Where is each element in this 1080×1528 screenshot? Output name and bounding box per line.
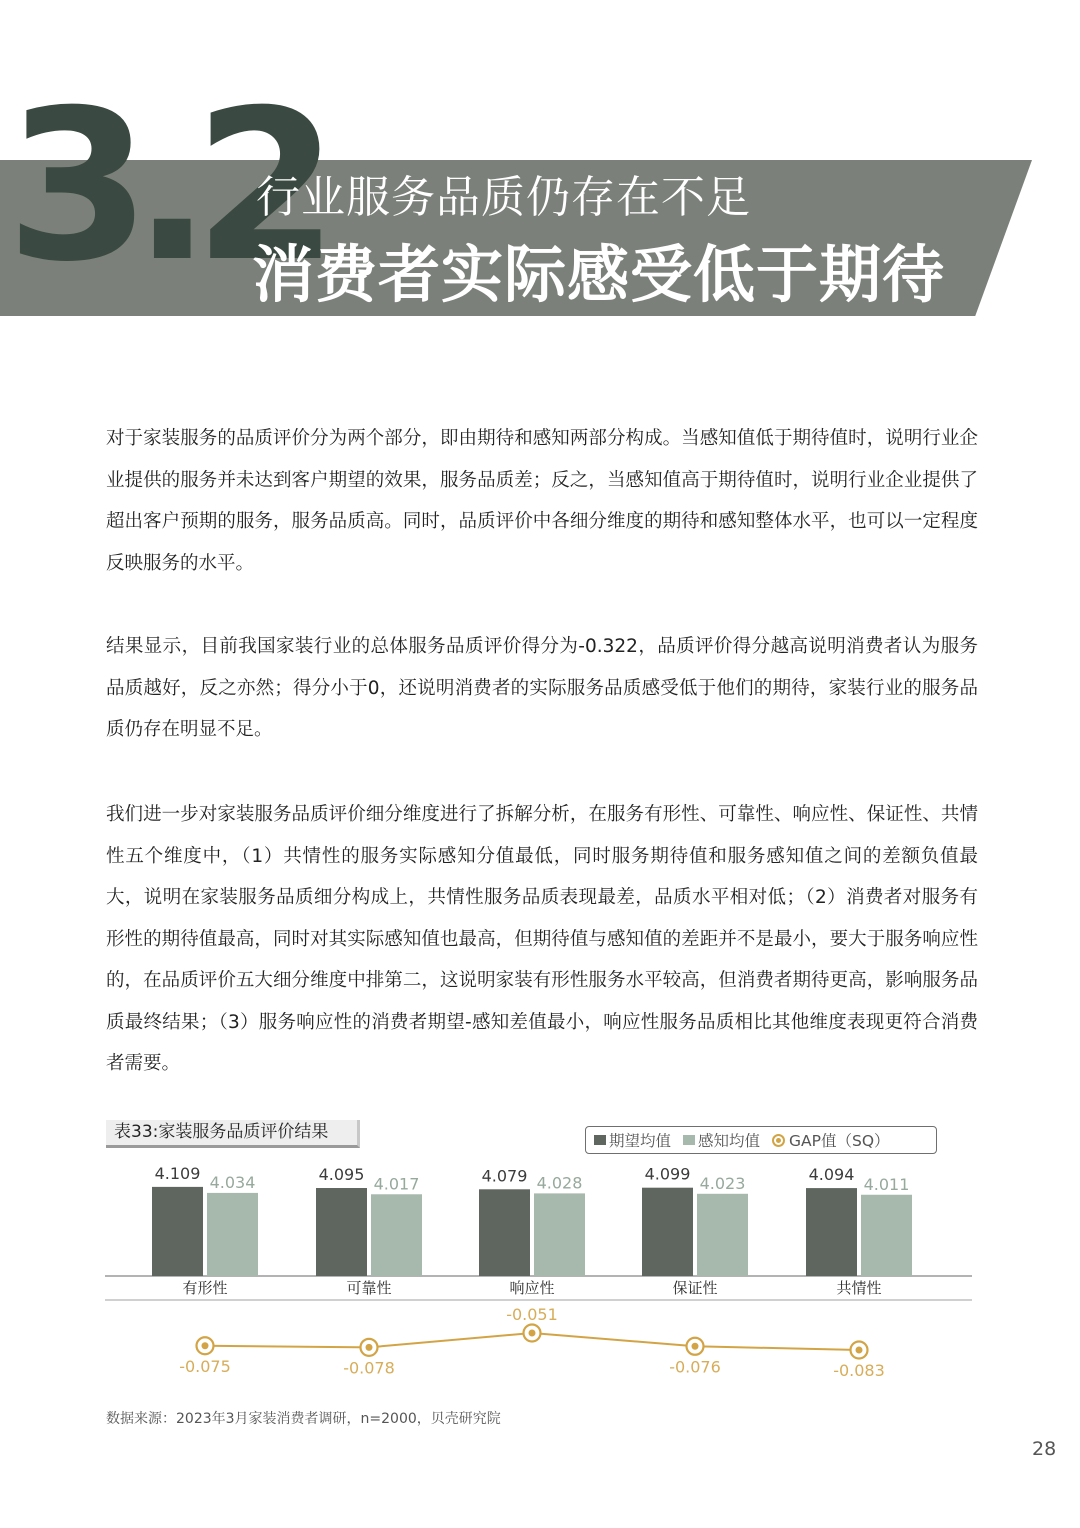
label-perceive-4: 4.011 bbox=[863, 1174, 910, 1194]
paragraph-3: 我们进一步对家装服务品质评价细分维度进行了拆解分析，在服务有形性、可靠性、响应性、保证性、共情性五个维度中，（1）共情性的服务实际感知分值最低，同时服务期待值和服务感知值之间的差额负值最大，说明在家装服务品质细分构成上，共情性服务品质表现最差，品质水平相对低；（2）消费者对服务有形性的期待值最高，同时对其实际感知值也最高，但期待值与感知值的差距并不是最小，要大于服务响应性的，在品质评价五大细分维度中排第二，这说明家装有形性服务水平较高，但消费者期待更高，影响服务品质最终结果；（3）服务响应性的消费者期望-感知差值最小，响应性服务品质相比其他维度表现更符合消费者需要。 bbox=[106, 804, 978, 1074]
gap-point-0 bbox=[202, 1342, 209, 1349]
paragraph-1: 对于家装服务的品质评价分为两个部分，即由期待和感知两部分构成。当感知值低于期待值时，说明行业企业提供的服务并未达到客户期望的效果，服务品质差；反之，当感知值高于期待值时，说明行业企业提供了超出客户预期的服务，服务品质高。同时，品质评价中各细分维度的期待和感知整体水平，也可以一定程度反映服务的水平。 bbox=[106, 428, 978, 574]
bar-expect-4 bbox=[806, 1188, 857, 1276]
label-gap-4: -0.083 bbox=[833, 1361, 885, 1380]
gap-point-3 bbox=[692, 1343, 699, 1350]
category-label-1: 可靠性 bbox=[346, 1279, 392, 1297]
bar-perceive-3 bbox=[697, 1194, 748, 1276]
legend-swatch-expect bbox=[594, 1135, 606, 1145]
bar-perceive-0 bbox=[207, 1193, 258, 1276]
paragraph-2: 结果显示，目前我国家装行业的总体服务品质评价得分为-0.322，品质评价得分越高说明消费者认为服务品质越好，反之亦然；得分小于0，还说明消费者的实际服务品质感受低于他们的期待，家装行业的服务品质仍存在明显不足。 bbox=[106, 636, 978, 740]
bar-perceive-1 bbox=[371, 1194, 422, 1276]
label-gap-0: -0.075 bbox=[179, 1356, 231, 1376]
label-perceive-2: 4.028 bbox=[536, 1173, 583, 1193]
service-quality-chart bbox=[0, 1150, 1080, 1400]
label-expect-1: 4.095 bbox=[318, 1165, 365, 1185]
category-label-0: 有形性 bbox=[182, 1279, 228, 1297]
category-label-2: 响应性 bbox=[509, 1279, 555, 1297]
legend-label-gap: GAP值（SQ） bbox=[789, 1132, 890, 1150]
legend-item-perceive bbox=[683, 1129, 760, 1151]
bar-expect-1 bbox=[316, 1188, 367, 1276]
label-expect-3: 4.099 bbox=[644, 1164, 691, 1184]
label-expect-4: 4.094 bbox=[808, 1165, 855, 1185]
data-source-note: 数据来源：2023年3月家装消费者调研，n=2000，贝壳研究院 bbox=[106, 1411, 501, 1427]
category-label-3: 保证性 bbox=[672, 1279, 718, 1297]
label-perceive-3: 4.023 bbox=[699, 1173, 746, 1193]
bar-expect-0 bbox=[152, 1187, 203, 1276]
bar-expect-2 bbox=[479, 1189, 530, 1276]
bar-perceive-4 bbox=[861, 1195, 912, 1276]
section-subtitle: 行业服务品质仍存在不足 bbox=[256, 172, 751, 223]
label-expect-0: 4.109 bbox=[154, 1163, 201, 1183]
gap-point-1 bbox=[366, 1344, 373, 1351]
category-label-4: 共情性 bbox=[836, 1279, 882, 1297]
legend-label-expect: 期望均值 bbox=[609, 1132, 672, 1150]
legend-marker-gap-icon bbox=[772, 1134, 785, 1147]
bar-expect-3 bbox=[642, 1188, 693, 1276]
section-title: 消费者实际感受低于期待 bbox=[252, 238, 946, 311]
legend-label-perceive: 感知均值 bbox=[698, 1132, 761, 1150]
legend-item-expect bbox=[594, 1129, 671, 1151]
label-gap-2: -0.051 bbox=[506, 1305, 558, 1324]
gap-point-2 bbox=[529, 1330, 536, 1337]
section-number-text: 3.2 bbox=[6, 66, 321, 308]
label-expect-2: 4.079 bbox=[481, 1166, 528, 1186]
bar-perceive-2 bbox=[534, 1193, 585, 1276]
page-number: 28 bbox=[1032, 1438, 1057, 1460]
gap-point-4 bbox=[856, 1347, 863, 1354]
label-gap-1: -0.078 bbox=[343, 1358, 395, 1378]
legend-swatch-perceive bbox=[683, 1135, 695, 1145]
label-gap-3: -0.076 bbox=[669, 1357, 721, 1377]
label-perceive-1: 4.017 bbox=[373, 1174, 420, 1194]
legend-item-gap bbox=[772, 1129, 890, 1151]
label-perceive-0: 4.034 bbox=[209, 1172, 256, 1192]
chart-caption: 表33:家装服务品质评价结果 bbox=[106, 1120, 360, 1148]
